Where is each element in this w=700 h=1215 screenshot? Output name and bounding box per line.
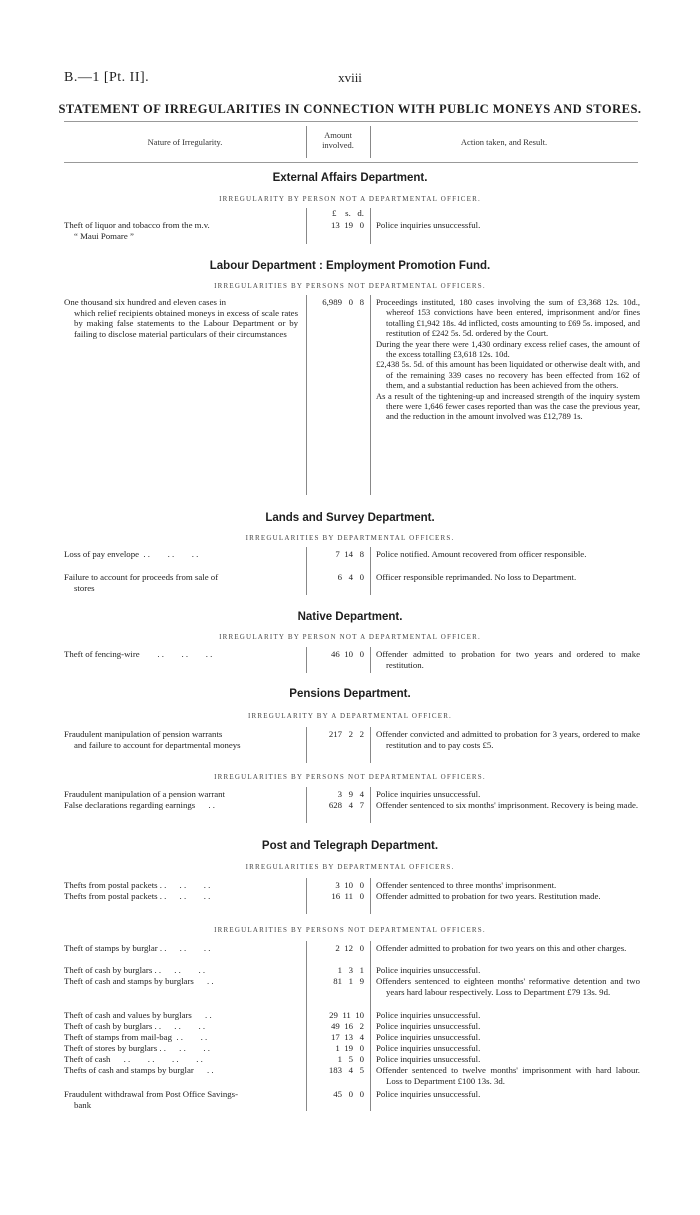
- nature-cell: [64, 297, 298, 339]
- column-rule: [370, 547, 371, 595]
- action-cell: [376, 1043, 640, 1054]
- leader-dots: . . . .: [166, 891, 211, 901]
- page-title: STATEMENT OF IRREGULARITIES IN CONNECTION WITH PUBLIC MONEYS AND STORES.: [58, 102, 642, 116]
- action-paragraph: Offender admitted to probation for two years on this and other charges.: [376, 943, 627, 953]
- column-rule: [306, 208, 307, 244]
- action-paragraph: Offender sentenced to twelve months' imprisonment with hard labour. Loss to Department £100 13s. 3d.: [376, 1065, 640, 1086]
- nature-line-1: Fraudulent withdrawal from Post Office Savings-: [64, 1089, 239, 1099]
- action-paragraph: During the year there were 1,430 ordinary excess relief cases, the amount of the excess totalling £3,618 12s. 10d.: [376, 338, 640, 360]
- column-rule: [306, 547, 307, 595]
- nature-cell: [64, 789, 296, 800]
- header-bottom-rule: [64, 162, 638, 163]
- nature-line-1: Fraudulent manipulation of pension warrants: [64, 729, 223, 739]
- action-paragraph: Police inquiries unsuccessful.: [376, 789, 481, 799]
- action-cell: [376, 800, 640, 811]
- currency-header: £ s. d.: [331, 208, 364, 218]
- nature-cell: [64, 965, 296, 976]
- column-header-amount-2: involved.: [322, 140, 354, 150]
- amount-cell: 81 1 9: [333, 976, 364, 986]
- dept-heading-labour: Labour Department : Employment Promotion Fund.: [209, 260, 491, 272]
- action-paragraph: Police inquiries unsuccessful.: [376, 1054, 481, 1064]
- column-rule: [370, 787, 371, 823]
- nature-line-1: Thefts of cash and stamps by burglar: [64, 1065, 194, 1075]
- leader-dots: . . . .: [171, 1032, 208, 1042]
- nature-line-1: False declarations regarding earnings: [64, 800, 196, 810]
- action-cell: [376, 789, 640, 800]
- nature-cell: [64, 1043, 296, 1054]
- amount-cell: 17 13 4: [331, 1032, 364, 1042]
- action-cell: [376, 943, 640, 954]
- action-cell: [376, 729, 640, 750]
- nature-cell: [64, 880, 296, 891]
- amount-cell: 7 14 8: [335, 549, 364, 559]
- section-subheading: IRREGULARITIES BY DEPARTMENTAL OFFICERS.: [245, 534, 455, 542]
- section-subheading: IRREGULARITY BY A DEPARTMENTAL OFFICER.: [247, 712, 453, 720]
- column-rule: [370, 727, 371, 763]
- column-rule: [306, 878, 307, 914]
- nature-line-1: Theft of cash and stamps by burglars: [64, 976, 194, 986]
- nature-cell: [64, 549, 296, 560]
- section-subheading: IRREGULARITY BY PERSON NOT A DEPARTMENTAL OFFICER.: [219, 633, 481, 641]
- action-paragraph: Police inquiries unsuccessful.: [376, 1032, 481, 1042]
- action-paragraph: Police inquiries unsuccessful.: [376, 1010, 481, 1020]
- action-paragraph: Offender convicted and admitted to probation for 3 years, ordered to make restitution and to pay costs £5.: [376, 729, 640, 750]
- amount-cell: 628 4 7: [328, 800, 364, 810]
- action-paragraph: As a result of the tightening-up and increased strength of the inquiry system there were 1,646 fewer cases reported than was the case the previous year, and the reduction in the amount involved was £12,789 1s.: [376, 390, 640, 422]
- nature-cell: [64, 220, 296, 241]
- nature-cell: [64, 943, 296, 954]
- amount-cell: 46 10 0: [331, 649, 364, 659]
- action-paragraph: Offender admitted to probation for two years. Restitution made.: [376, 891, 601, 901]
- action-cell: [376, 649, 640, 670]
- nature-cell: [64, 891, 296, 902]
- amount-cell: 3 9 4: [337, 789, 364, 799]
- amount-cell: 1 3 1: [337, 965, 364, 975]
- leader-dots: . .: [193, 976, 214, 986]
- column-rule: [306, 727, 307, 763]
- nature-line-1: Thefts from postal packets . .: [64, 891, 167, 901]
- action-cell: [376, 1054, 640, 1065]
- column-header-action: Action taken, and Result.: [460, 137, 548, 147]
- leader-dots: . .: [191, 1010, 212, 1020]
- amount-cell: 217 2 2: [328, 729, 364, 739]
- action-paragraph: Police inquiries unsuccessful.: [376, 965, 481, 975]
- action-cell: [376, 880, 640, 891]
- nature-cell: [64, 1021, 296, 1032]
- nature-continuation: which relief recipients obtained moneys in excess of scale rates by making false statements to the Labour Department or by failing to disclose material particulars of their circumstances: [74, 307, 298, 339]
- nature-cell: [64, 1065, 296, 1076]
- action-cell: [376, 1021, 640, 1032]
- column-rule: [370, 647, 371, 673]
- nature-line-2: “ Maui Pomare ”: [74, 230, 134, 241]
- leader-dots: . .: [195, 800, 215, 810]
- action-paragraph: Offender sentenced to six months' imprisonment. Recovery is being made.: [376, 800, 639, 810]
- leader-dots: . . . .: [166, 880, 211, 890]
- leader-dots: . . . . . . . .: [110, 1054, 203, 1064]
- leader-dots: . . . .: [161, 965, 206, 975]
- action-cell: [376, 1032, 640, 1043]
- nature-cell: [64, 572, 296, 593]
- dept-heading-post-telegraph: Post and Telegraph Department.: [261, 840, 439, 852]
- page-number: xviii: [338, 70, 362, 85]
- leader-dots: . .: [193, 1065, 214, 1075]
- column-rule: [306, 787, 307, 823]
- amount-cell: 45 0 0: [333, 1089, 364, 1099]
- nature-line-1: Failure to account for proceeds from sale of: [64, 572, 219, 582]
- leader-dots: . . . .: [165, 1043, 210, 1053]
- action-cell: [376, 1065, 640, 1086]
- action-paragraph: Officer responsible reprimanded. No loss to Department.: [376, 572, 577, 582]
- column-rule: [306, 941, 307, 1111]
- section-subheading: IRREGULARITIES BY PERSONS NOT DEPARTMENTAL OFFICERS.: [214, 282, 486, 290]
- nature-cell: [64, 976, 296, 987]
- column-rule: [370, 295, 371, 495]
- column-rule: [306, 647, 307, 673]
- column-rule: [306, 295, 307, 495]
- nature-line-1: Theft of fencing-wire: [64, 649, 140, 659]
- action-cell: [376, 572, 640, 583]
- nature-cell: [64, 649, 296, 660]
- amount-cell: 1 19 0: [335, 1043, 364, 1053]
- column-header-amount-1: Amount: [324, 130, 352, 140]
- amount-cell: 49 16 2: [331, 1021, 364, 1031]
- action-cell: Police inquiries unsuccessful.: [376, 220, 481, 230]
- leader-dots: . . . .: [166, 943, 211, 953]
- leader-dots: . . . .: [161, 1021, 206, 1031]
- action-paragraph: Police inquiries unsuccessful.: [376, 1043, 481, 1053]
- action-cell: [376, 976, 640, 997]
- dept-heading-native: Native Department.: [297, 611, 403, 623]
- amount-cell: 3 10 0: [335, 880, 364, 890]
- column-rule: [370, 878, 371, 914]
- section-subheading: IRREGULARITIES BY PERSONS NOT DEPARTMENTAL OFFICERS.: [214, 773, 486, 781]
- action-paragraph: Offenders sentenced to eighteen months' reformative detention and two years hard labour respectively. Loss to Department £79 13s. 9d.: [376, 976, 640, 997]
- action-paragraph: Offender sentenced to three months' imprisonment.: [376, 880, 557, 890]
- amount-cell: 6 4 0: [337, 572, 364, 582]
- nature-line-2: stores: [74, 582, 95, 593]
- action-paragraph: Police inquiries unsuccessful.: [376, 1089, 481, 1099]
- nature-line-1: Theft of cash: [64, 1054, 111, 1064]
- amount-cell: 16 11 0: [331, 891, 364, 901]
- nature-line-1: Theft of cash by burglars . .: [64, 965, 162, 975]
- document-reference: B.—1 [Pt. II].: [64, 70, 150, 85]
- dept-heading-external-affairs: External Affairs Department.: [272, 172, 428, 184]
- amount-cell: 29 11 10: [329, 1010, 364, 1020]
- nature-line-1: Thefts from postal packets . .: [64, 880, 167, 890]
- nature-line-1: Loss of pay envelope: [64, 549, 139, 559]
- amount-cell: 2 12 0: [335, 943, 364, 953]
- action-cell: [376, 297, 640, 422]
- section-subheading: IRREGULARITIES BY DEPARTMENTAL OFFICERS.: [245, 863, 455, 871]
- action-cell: [376, 965, 640, 976]
- action-paragraph: Police inquiries unsuccessful.: [376, 1021, 481, 1031]
- action-cell: [376, 1010, 640, 1021]
- nature-line-1: Theft of stamps from mail-bag: [64, 1032, 172, 1042]
- nature-line-1: Theft of stamps by burglar . .: [64, 943, 167, 953]
- section-subheading: IRREGULARITIES BY PERSONS NOT DEPARTMENTAL OFFICERS.: [214, 926, 486, 934]
- leader-dots: . . . . . .: [139, 549, 199, 559]
- action-cell: [376, 549, 640, 560]
- nature-cell: [64, 1054, 296, 1065]
- nature-line-1: Theft of liquor and tobacco from the m.v.: [64, 220, 210, 230]
- dept-heading-pensions: Pensions Department.: [289, 688, 411, 700]
- amount-cell: 1 5 0: [337, 1054, 364, 1064]
- amount-cell: 13 19 0: [331, 220, 364, 230]
- action-paragraph: Police notified. Amount recovered from officer responsible.: [376, 549, 587, 559]
- action-paragraph: Proceedings instituted, 180 cases involving the sum of £3,368 12s. 10d., whereof 153 convictions have been entered, imprisonment and/or fines totalling £1,942 18s. 4d inflicted, costs amounting to £69 5s. imposed, and restitution of £242 5s. 5d. ordered by the Court.: [376, 297, 640, 339]
- section-subheading: IRREGULARITY BY PERSON NOT A DEPARTMENTAL OFFICER.: [219, 195, 481, 203]
- column-rule: [370, 941, 371, 1111]
- action-cell: [376, 891, 640, 902]
- nature-cell: [64, 1010, 296, 1021]
- nature-continuation: and failure to account for departmental moneys: [74, 739, 241, 750]
- amount-cell: 183 4 5: [328, 1065, 364, 1075]
- action-paragraph: £2,438 5s. 5d. of this amount has been liquidated or otherwise dealt with, and of the remaining 339 cases no recovery has been effected from 162 of them, and a substantial reduction has been achieved from the others.: [376, 359, 640, 391]
- amount-cell: 6,989 0 8: [322, 297, 364, 307]
- nature-line-1: Theft of cash by burglars . .: [64, 1021, 162, 1031]
- header-top-rule: [64, 121, 638, 122]
- action-cell: [376, 1089, 640, 1100]
- nature-line-1: Theft of cash and values by burglars: [64, 1010, 192, 1020]
- nature-line-1: Theft of stores by burglars . .: [64, 1043, 166, 1053]
- nature-cell: [64, 1032, 296, 1043]
- action-paragraph: Offender admitted to probation for two years and ordered to make restitution.: [376, 649, 640, 670]
- nature-line-1: Fraudulent manipulation of a pension warrant: [64, 789, 225, 799]
- leader-dots: . . . . . .: [139, 649, 213, 659]
- column-rule: [370, 208, 371, 244]
- nature-cell: [64, 800, 296, 811]
- dept-heading-lands-survey: Lands and Survey Department.: [265, 512, 435, 524]
- nature-cell: [64, 729, 296, 750]
- nature-line-2: bank: [74, 1099, 92, 1110]
- column-header-nature: Nature of Irregularity.: [147, 137, 223, 147]
- nature-line-1: One thousand six hundred and eleven cases in: [64, 297, 226, 307]
- nature-cell: [64, 1089, 296, 1110]
